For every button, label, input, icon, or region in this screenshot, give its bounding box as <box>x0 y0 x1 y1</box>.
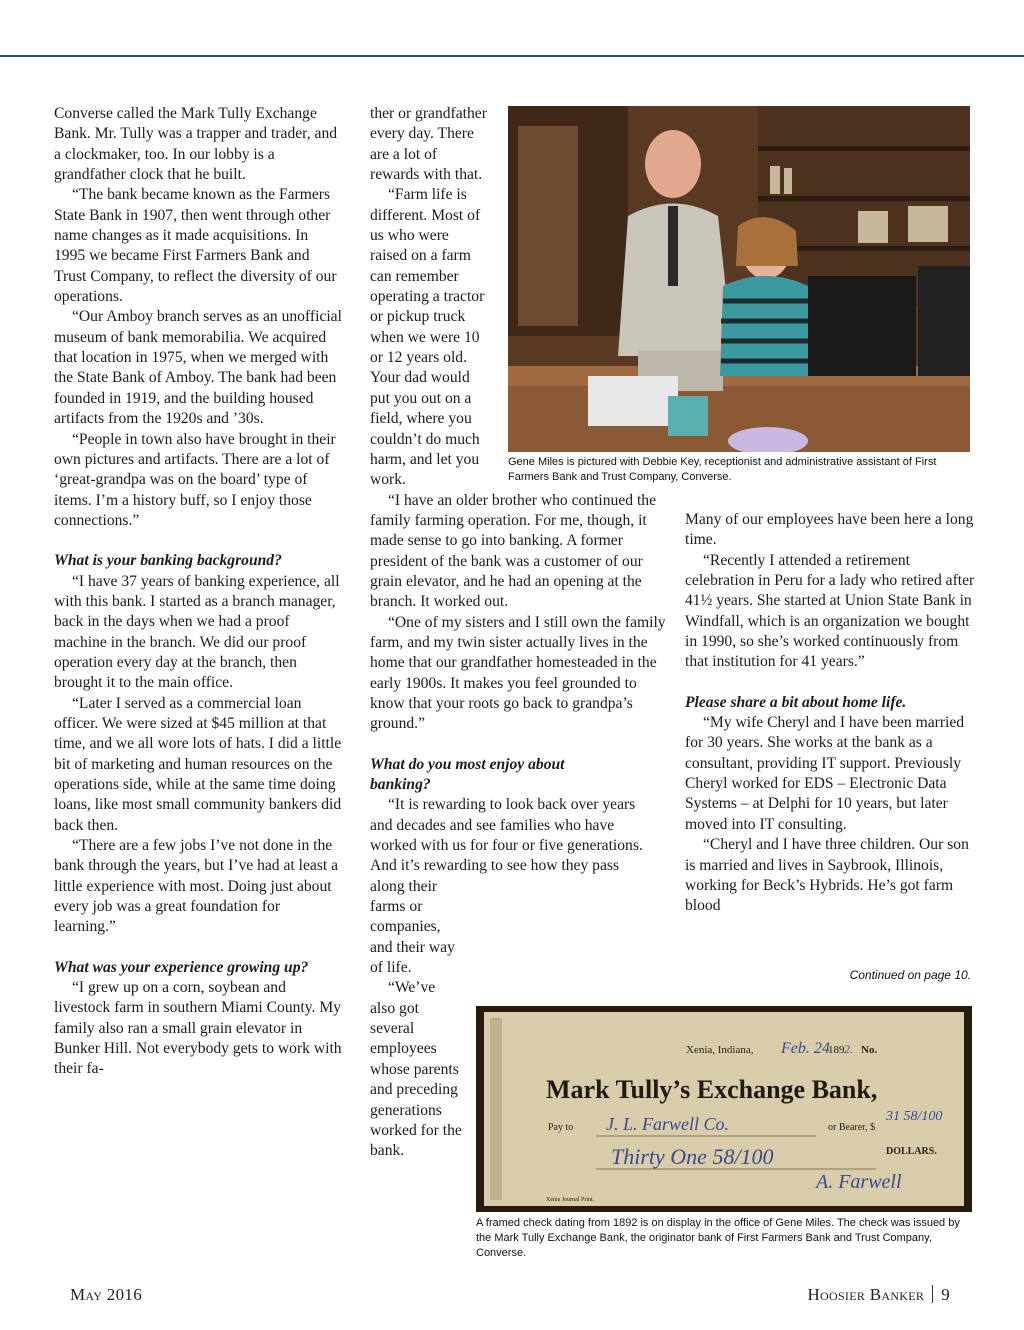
paragraph: “One of my sisters and I still own the family farm, and my twin sister actually lives in the home that our grandfather homesteaded in the early 1900s. It makes you feel grounded to know that your roots go back to grandpa’s ground.” <box>370 613 666 733</box>
check-date-handwritten: Feb. 24 <box>781 1040 830 1057</box>
check-printer: Xenia Journal Print. <box>546 1197 595 1203</box>
footer-magazine-name: Hoosier Banker <box>807 1285 925 1304</box>
paragraph: “Later I served as a commercial loan officer. We were sized at $45 million at that time, and we all wore lots of hats. I did a little bit of marketing and human resources on the operations side, while at the same time doing loans, like most small community bankers did back then. <box>54 694 342 834</box>
footer-issue-date: May 2016 <box>70 1285 142 1304</box>
paragraph: “Cheryl and I have three children. Our son is married and lives in Saybrook, Illinois, working for Beck’s Hybrids. He’s got farm blood <box>685 836 969 915</box>
check-payee-handwritten: J. L. Farwell Co. <box>606 1114 730 1134</box>
photo-gene-miles-debbie-key <box>508 106 970 452</box>
header-rule <box>0 55 1024 57</box>
check-bank-name: Mark Tully’s Exchange Bank, <box>546 1075 878 1104</box>
paragraph: “People in town also have brought in their own pictures and artifacts. There are a lot of ‘great-grandpa was on the board’ type of items. I’m a history buff, so I enjoy those connections.” <box>54 430 336 529</box>
paragraph: “I have 37 years of banking experience, all with this bank. I started as a branch manager, back in the days when we had a proof machine in the branch. We did our proof operation every day at the branch, then brought it to the main office. <box>54 572 340 692</box>
paragraph: “The bank became known as the Farmers State Bank in 1907, then went through other name changes as it made acquisitions. In 1995 we became First Farmers Bank and Trust Company, to reflect the diversity of our operations. <box>54 186 337 306</box>
interview-question: What is your banking background? <box>54 552 282 570</box>
paragraph: “There are a few jobs I’ve not done in the bank through the years, but I’ve had at least a little experience with most. Doing just about every job was a great foundation for learning.” <box>54 837 339 936</box>
photo-caption: Gene Miles is pictured with Debbie Key, receptionist and administrative assistant of First Farmers Bank and Trust Company, Converse. <box>508 456 937 483</box>
check-year-handwritten: 2. <box>844 1042 853 1056</box>
article-column-3 <box>685 510 975 917</box>
photo-caption: A framed check dating from 1892 is on display in the office of Gene Miles. The check was issued by the Mark Tully Exchange Bank, the originator bank of First Farmers Bank and Trust Company, Converse. <box>476 1217 960 1259</box>
paragraph: “Farm life is different. Most of us who were raised on a farm can remember operating a tractor or pickup truck when we were 10 or 12 years old. Your dad would put you out on a field, where you couldn’t do much harm, and let you work. <box>370 186 485 489</box>
continued-note: Continued on page 10. <box>849 968 971 982</box>
footer-publication <box>807 1285 950 1305</box>
interview-question: What do you most enjoy about banking? <box>370 755 565 793</box>
check-or-bearer: or Bearer, $ <box>828 1122 876 1133</box>
check-year: 189 <box>828 1044 845 1056</box>
check-dollars-label: DOLLARS. <box>886 1146 937 1157</box>
article-column-1 <box>54 104 342 1080</box>
paragraph: “Recently I attended a retirement celebration in Peru for a lady who retired after 41½ years. She started at Union State Bank in Windfall, which is an organization we bought in 1990, so she’s worked continuously from that institution for 41 years.” <box>685 551 975 671</box>
paragraph: “Our Amboy branch serves as an unofficial museum of bank memorabilia. We acquired that location in 1975, when we merged with the State Bank of Amboy. The bank had been founded in 1919, and the building housed artifacts from the 1920s and ’30s. <box>54 308 342 428</box>
page-number: 9 <box>941 1285 950 1304</box>
check-amount-words-handwritten: Thirty One 58/100 <box>611 1144 774 1169</box>
photo-1892-check <box>476 1006 972 1212</box>
paragraph: “I grew up on a corn, soybean and livestock farm in southern Miami County. My family also ran a small grain elevator in Bunker Hill. Not everybody gets to work with their fa- <box>54 979 342 1078</box>
interview-question: What was your experience growing up? <box>54 958 309 976</box>
check-number-label: No. <box>861 1044 878 1056</box>
paragraph: ther or grandfather every day. There are a lot of rewards with that. <box>370 105 487 184</box>
paragraph: “We’ve also got several employees whose parents and preceding generations worked for the bank. <box>370 979 462 1160</box>
paragraph: farms or companies, and their way of life. <box>370 898 455 977</box>
footer-divider <box>932 1285 933 1303</box>
check-pay-to: Pay to <box>548 1122 574 1133</box>
check-signature: A. Farwell <box>816 1171 902 1193</box>
paragraph: Many of our employees have been here a long time. <box>685 511 974 549</box>
check-location: Xenia, Indiana, <box>686 1044 754 1056</box>
paragraph: “I have an older brother who continued the family farming operation. For me, though, it made sense to go into banking. A former president of the bank was a customer of our grain elevator, and he had an opening at the branch. It worked out. <box>370 491 657 611</box>
paragraph: “My wife Cheryl and I have been married for 30 years. She works at the bank as a consultant, providing IT support. Previously Cheryl worked for EDS – Electronic Data Systems – at Delphi for 10 years, but later moved into IT consulting. <box>685 714 965 833</box>
paragraph: “It is rewarding to look back over years and decades and see families who have worked with us for four or five generations. And it’s rewarding to see how they pass along their <box>370 796 643 895</box>
paragraph: Converse called the Mark Tully Exchange Bank. Mr. Tully was a trapper and trader, and a clockmaker, too. In our lobby is a grandfather clock that he built. <box>54 105 338 184</box>
check-amount-handwritten: 31 58/100 <box>886 1109 943 1124</box>
interview-question: Please share a bit about home life. <box>685 693 907 711</box>
